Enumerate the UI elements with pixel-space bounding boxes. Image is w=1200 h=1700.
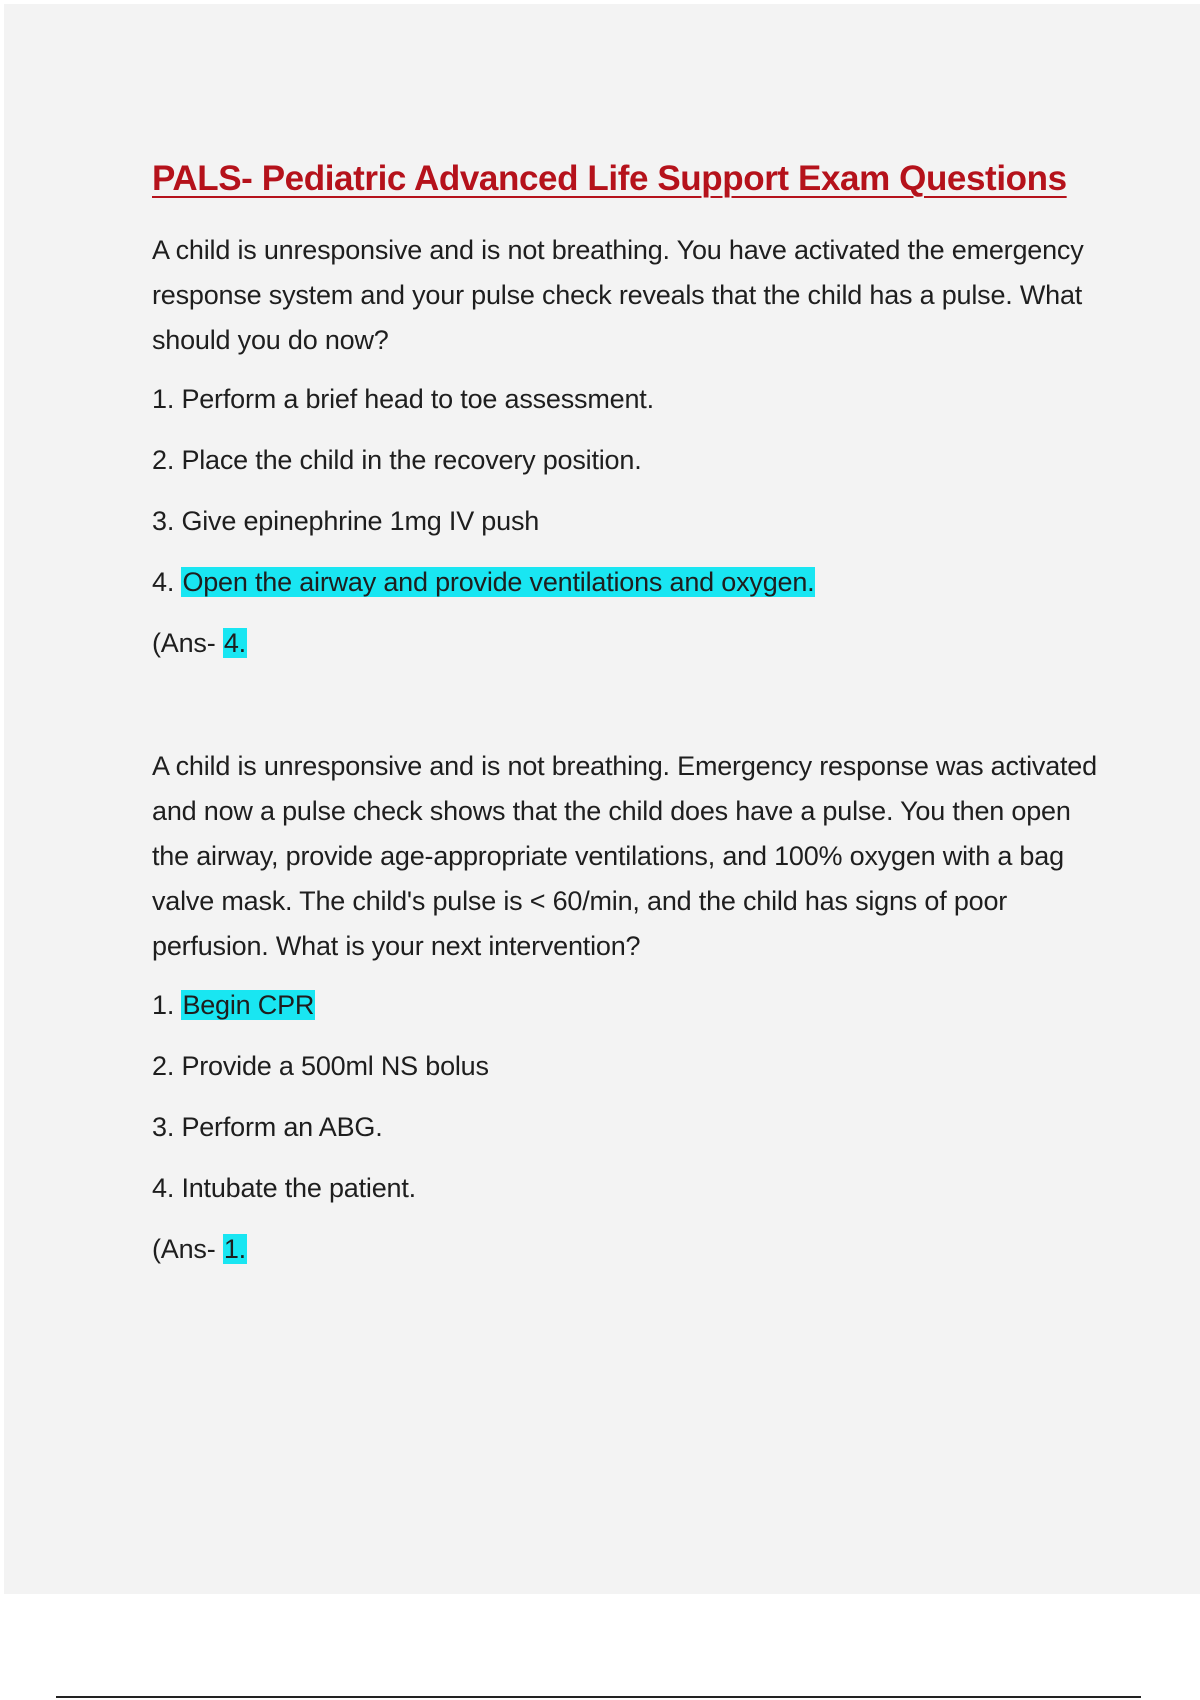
question-block-2 xyxy=(152,744,1112,1272)
question-block-1 xyxy=(152,228,1112,666)
option-number: 3. xyxy=(152,506,175,536)
option-1-correct xyxy=(152,983,1112,1028)
option-text: Perform a brief head to toe assessment. xyxy=(181,384,654,414)
option-number: 1. xyxy=(152,990,175,1020)
bottom-divider xyxy=(56,1696,1141,1698)
highlighted-option-text: Open the airway and provide ventilations and oxygen. xyxy=(182,567,815,597)
answer-value-highlight: 4. xyxy=(223,628,246,658)
option-2 xyxy=(152,438,1112,483)
answer-value-highlight: 1. xyxy=(223,1234,246,1264)
section-spacer xyxy=(152,666,1112,744)
option-text: Place the child in the recovery position. xyxy=(181,445,642,475)
answer-line xyxy=(152,621,1112,666)
highlighted-option-text: Begin CPR xyxy=(182,990,315,1020)
option-text: Give epinephrine 1mg IV push xyxy=(181,506,540,536)
option-number: 2. xyxy=(152,1051,175,1081)
question-text: A child is unresponsive and is not breathing. Emergency response was activated and now a pulse check shows that the child does have a pulse. You then open the airway, provide age-appropriate ventilations, and 100% oxygen with a bag valve mask. The child's pulse is < 60/min, and the child has signs of poor perfusion. What is your next intervention? xyxy=(152,751,1097,961)
option-text: Intubate the patient. xyxy=(181,1173,416,1203)
answer-prefix: (Ans- xyxy=(152,1234,216,1264)
option-3 xyxy=(152,499,1112,544)
document-title: PALS- Pediatric Advanced Life Support Exam Questions xyxy=(152,159,1067,198)
option-number: 4. xyxy=(152,567,175,597)
option-number: 1. xyxy=(152,384,175,414)
question-text: A child is unresponsive and is not breathing. You have activated the emergency response system and your pulse check reveals that the child has a pulse. What should you do now? xyxy=(152,235,1084,355)
answer-line xyxy=(152,1227,1112,1272)
document-content xyxy=(152,152,1112,1272)
option-number: 4. xyxy=(152,1173,175,1203)
option-number: 3. xyxy=(152,1112,175,1142)
document-page xyxy=(4,4,1200,1594)
option-4-correct xyxy=(152,560,1112,605)
option-3 xyxy=(152,1105,1112,1150)
option-4 xyxy=(152,1166,1112,1211)
option-text: Perform an ABG. xyxy=(181,1112,383,1142)
option-number: 2. xyxy=(152,445,175,475)
option-2 xyxy=(152,1044,1112,1089)
answer-prefix: (Ans- xyxy=(152,628,216,658)
option-text: Provide a 500ml NS bolus xyxy=(181,1051,489,1081)
option-1 xyxy=(152,377,1112,422)
